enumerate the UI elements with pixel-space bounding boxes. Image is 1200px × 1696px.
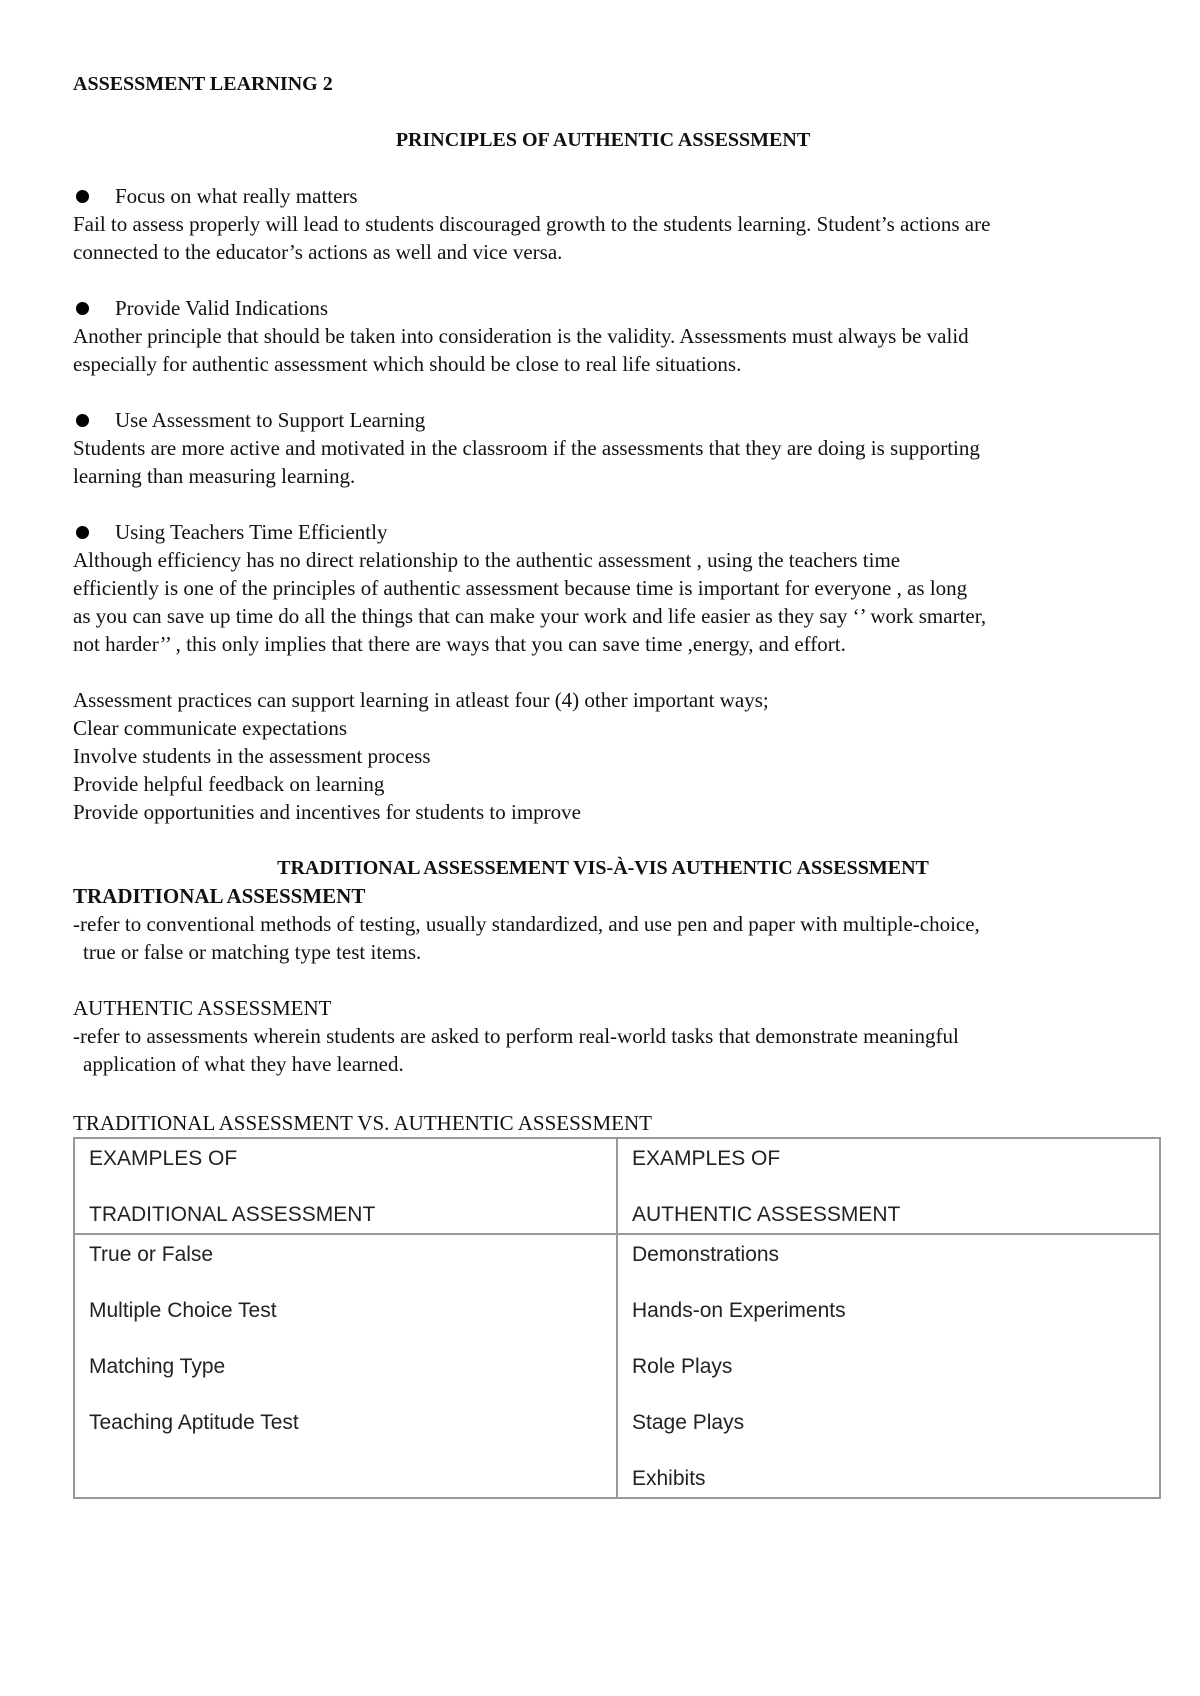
principle-heading-text: Provide Valid Indications: [115, 296, 329, 320]
definition-line: application of what they have learned.: [83, 1052, 404, 1076]
example-item: Stage Plays: [632, 1411, 745, 1434]
practice-item: Clear communicate expectations: [73, 716, 348, 740]
paragraph-line: connected to the educator’s actions as well and vice versa.: [73, 240, 563, 264]
header-line: EXAMPLES OF: [89, 1147, 238, 1170]
definition-line: -refer to conventional methods of testing, usually standardized, and use pen and paper with multiple-choice,: [73, 912, 980, 936]
principle-heading: [73, 182, 1133, 210]
example-item: Matching Type: [89, 1355, 226, 1378]
traditional-heading: TRADITIONAL ASSESSMENT: [73, 884, 366, 908]
practice-item: Provide helpful feedback on learning: [73, 772, 385, 796]
traditional-definition: [73, 910, 1133, 966]
practices-intro: Assessment practices can support learning in atleast four (4) other important ways;: [73, 688, 769, 712]
principle-paragraph: [73, 210, 1133, 266]
principle-heading: [73, 294, 1133, 322]
principle-heading-text: Use Assessment to Support Learning: [115, 408, 426, 432]
practice-item: Provide opportunities and incentives for students to improve: [73, 800, 581, 824]
example-item: Exhibits: [632, 1467, 706, 1490]
bullet-icon: [76, 414, 89, 427]
paragraph-line: not harder’’ , this only implies that there are ways that you can save time ,energy, and effort.: [73, 632, 846, 656]
principle-heading-text: Using Teachers Time Efficiently: [115, 520, 388, 544]
authentic-heading: AUTHENTIC ASSESSMENT: [73, 996, 332, 1020]
paragraph-line: especially for authentic assessment which should be close to real life situations.: [73, 352, 742, 376]
header-line: EXAMPLES OF: [632, 1147, 781, 1170]
paragraph-line: Students are more active and motivated in the classroom if the assessments that they are doing is supporting: [73, 436, 980, 460]
example-item: True or False: [89, 1243, 214, 1266]
principle-paragraph: [73, 434, 1133, 490]
bullet-icon: [76, 526, 89, 539]
principle-heading-text: Focus on what really matters: [115, 184, 358, 208]
comparison-heading: TRADITIONAL ASSESSEMENT VIS-À-VIS AUTHENTIC ASSESSMENT: [277, 857, 929, 879]
bullet-icon: [76, 190, 89, 203]
comparison-table: [73, 1137, 1161, 1499]
header-line: AUTHENTIC ASSESSMENT: [632, 1203, 901, 1226]
traditional-examples-cell: [74, 1234, 617, 1498]
practices-list: [73, 686, 1133, 826]
principle-paragraph: [73, 322, 1133, 378]
table-title: TRADITIONAL ASSESSMENT VS. AUTHENTIC ASSESSMENT: [73, 1111, 652, 1135]
example-item: Multiple Choice Test: [89, 1299, 277, 1322]
header-line: TRADITIONAL ASSESSMENT: [89, 1203, 376, 1226]
authentic-definition: [73, 1022, 1133, 1078]
document-page: [73, 70, 1133, 1078]
table-header-cell: [74, 1138, 617, 1234]
table-header-cell: [617, 1138, 1160, 1234]
bullet-icon: [76, 302, 89, 315]
paragraph-line: efficiently is one of the principles of authentic assessment because time is important for everyone , as long: [73, 576, 968, 600]
principle-heading: [73, 518, 1133, 546]
example-item: Role Plays: [632, 1355, 733, 1378]
principle-paragraph: [73, 546, 1133, 658]
paragraph-line: Fail to assess properly will lead to students discouraged growth to the students learning. Student’s actions are: [73, 212, 991, 236]
table-row: [74, 1234, 1160, 1498]
definition-line: true or false or matching type test items.: [83, 940, 422, 964]
example-item: Demonstrations: [632, 1243, 780, 1266]
paragraph-line: Although efficiency has no direct relationship to the authentic assessment , using the teachers time: [73, 548, 901, 572]
paragraph-line: Another principle that should be taken into consideration is the validity. Assessments must always be valid: [73, 324, 969, 348]
paragraph-line: as you can save up time do all the things that can make your work and life easier as they say ‘’ work smarter,: [73, 604, 987, 628]
principles-heading: PRINCIPLES OF AUTHENTIC ASSESSMENT: [395, 129, 811, 151]
definition-line: -refer to assessments wherein students are asked to perform real-world tasks that demonstrate meaningful: [73, 1024, 959, 1048]
example-item: Hands-on Experiments: [632, 1299, 846, 1322]
table-header-row: [74, 1138, 1160, 1234]
authentic-examples-cell: [617, 1234, 1160, 1498]
example-item: Teaching Aptitude Test: [89, 1411, 299, 1434]
principle-heading: [73, 406, 1133, 434]
paragraph-line: learning than measuring learning.: [73, 464, 356, 488]
practice-item: Involve students in the assessment process: [73, 744, 431, 768]
document-title: ASSESSMENT LEARNING 2: [73, 73, 333, 95]
